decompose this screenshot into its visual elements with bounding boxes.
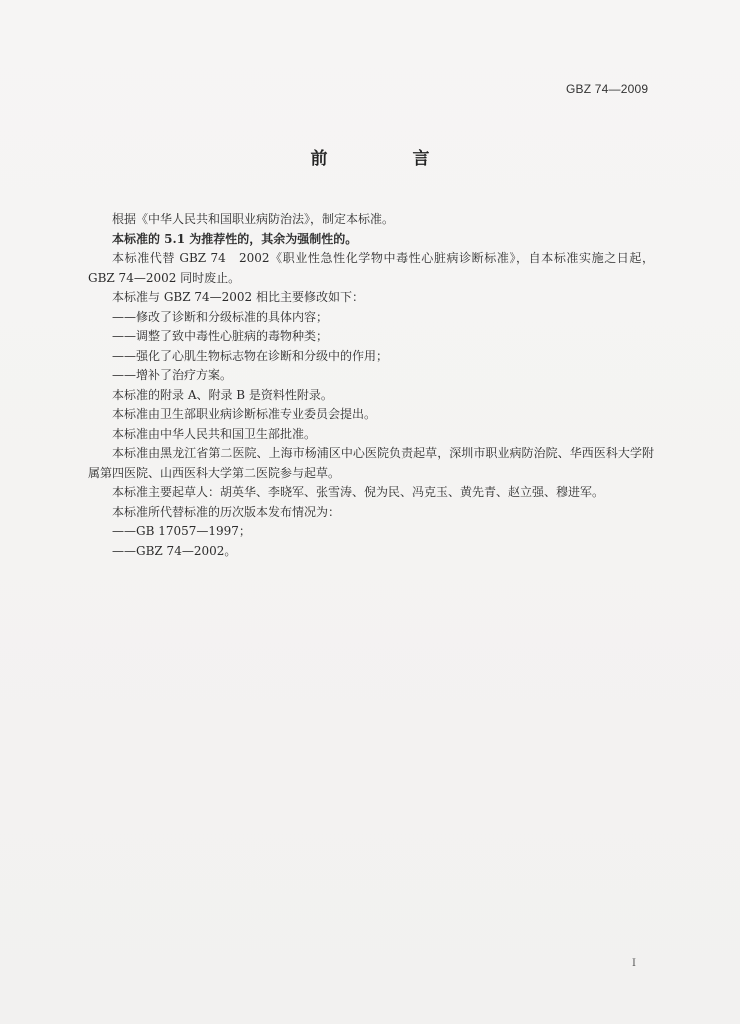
paragraph-drafters: 本标准主要起草人：胡英华、李晓军、张雪涛、倪为民、冯克玉、黄先青、赵立强、穆进军。 (112, 485, 605, 499)
paragraph-replacement: 本标准代替 GBZ 74 2002《职业性急性化学物中毒性心脏病诊断标准》，自本标准实施之日起，GBZ 74—2002 同时废止。 (88, 251, 654, 285)
paragraph-proposer: 本标准由卫生部职业病诊断标准专业委员会提出。 (112, 407, 377, 421)
standard-code: GBZ 74—2009 (566, 82, 649, 96)
change-item: ——调整了致中毒性心脏病的毒物种类； (112, 329, 329, 343)
paragraph-appendix: 本标准的附录 A、附录 B 是资料性附录。 (112, 387, 333, 402)
preface-body (88, 210, 654, 561)
change-item: ——增补了治疗方案。 (112, 368, 233, 382)
paragraph-legal-basis: 根据《中华人民共和国职业病防治法》，制定本标准。 (112, 212, 395, 226)
page-number: I (632, 958, 636, 969)
history-item: ——GB 17057—1997； (112, 524, 251, 538)
paragraph-changes-intro: 本标准与 GBZ 74—2002 相比主要修改如下： (112, 290, 364, 304)
paragraph-mandatory-note: 本标准的 5.1 为推荐性的，其余为强制性的。 (112, 231, 358, 246)
page-title: 前 言 (310, 149, 464, 169)
change-item: ——修改了诊断和分级标准的具体内容； (112, 309, 329, 324)
change-item: ——强化了心肌生物标志物在诊断和分级中的作用； (112, 348, 389, 363)
paragraph-approver: 本标准由中华人民共和国卫生部批准。 (112, 426, 317, 441)
history-item: ——GBZ 74—2002。 (112, 543, 237, 558)
paragraph-history-intro: 本标准所代替标准的历次版本发布情况为： (112, 504, 341, 519)
paragraph-drafting-units: 本标准由黑龙江省第二医院、上海市杨浦区中心医院负责起草，深圳市职业病防治院、华西医科大学附属第四医院、山西医科大学第二医院参与起草。 (88, 446, 654, 480)
